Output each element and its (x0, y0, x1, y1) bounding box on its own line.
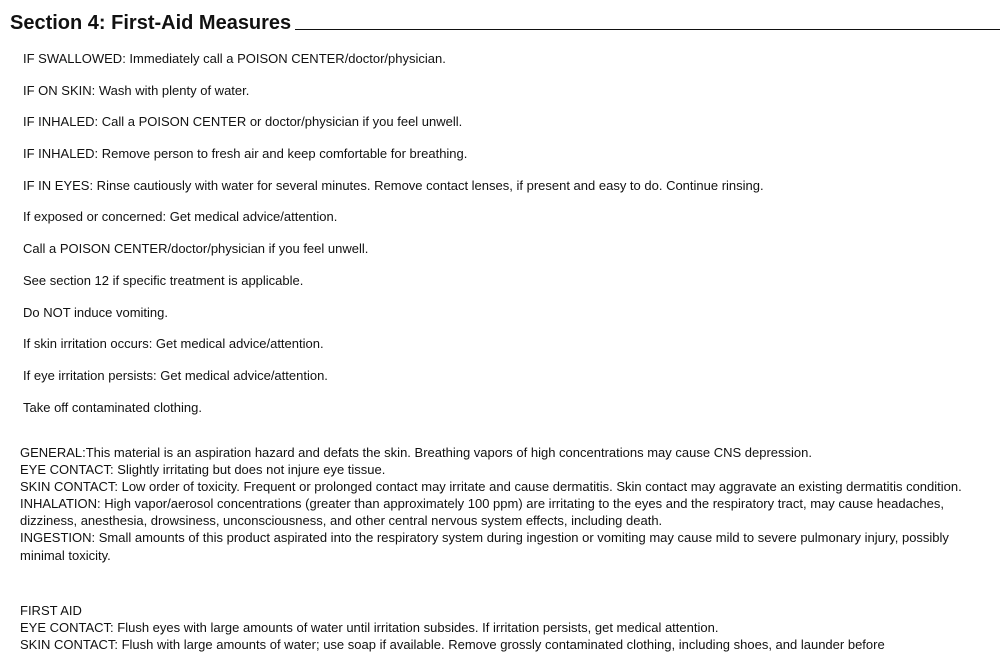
statement-item: If exposed or concerned: Get medical advice/attention. (23, 209, 338, 225)
effects-general: GENERAL:This material is an aspiration hazard and defats the skin. Breathing vapors of high concentrations may cause CNS depression. (20, 445, 812, 460)
first-aid-heading: FIRST AID (20, 603, 82, 618)
health-effects-block (20, 444, 985, 564)
effects-inhalation: INHALATION: High vapor/aerosol concentrations (greater than approximately 100 ppm) are irritating to the eyes and the respiratory tract, may cause headaches, dizziness, anesthesia, drowsiness, unconsciousness, and other central nervous system effects, including death. (20, 496, 944, 529)
section-header (10, 7, 1000, 35)
precautionary-statements-list (23, 51, 764, 431)
statement-item: Take off contaminated clothing. (23, 399, 202, 415)
effects-eye-contact: EYE CONTACT: Slightly irritating but does not injure eye tissue. (20, 462, 386, 478)
statement-item: IF SWALLOWED: Immediately call a POISON CENTER/doctor/physician. (23, 51, 446, 66)
section-title-rule (295, 29, 1000, 30)
section-title: Section 4: First-Aid Measures (10, 12, 292, 34)
statement-item: If skin irritation occurs: Get medical advice/attention. (23, 336, 324, 352)
effects-skin-contact: SKIN CONTACT: Low order of toxicity. Frequent or prolonged contact may irritate and cause dermatitis. Skin contact may aggravate an existing dermatitis condition. (20, 479, 962, 495)
effects-ingestion: INGESTION: Small amounts of this product aspirated into the respiratory system during ingestion or vomiting may cause mild to severe pulmonary injury, possibly minimal toxicity. (20, 530, 949, 563)
statement-item: IF INHALED: Remove person to fresh air and keep comfortable for breathing. (23, 146, 468, 162)
first-aid-eye-contact: EYE CONTACT: Flush eyes with large amounts of water until irritation subsides. If irritation persists, get medical attention. (20, 620, 719, 636)
statement-item: IF ON SKIN: Wash with plenty of water. (23, 82, 250, 98)
first-aid-skin-contact: SKIN CONTACT: Flush with large amounts of water; use soap if available. Remove grossly contaminated clothing, including shoes, and launder before (20, 637, 885, 653)
statement-item: Do NOT induce vomiting. (23, 304, 168, 320)
statement-item: See section 12 if specific treatment is applicable. (23, 272, 304, 288)
statement-item: IF INHALED: Call a POISON CENTER or doctor/physician if you feel unwell. (23, 114, 463, 130)
statement-item: IF IN EYES: Rinse cautiously with water for several minutes. Remove contact lenses, if present and easy to do. Continue rinsing. (23, 177, 764, 193)
statement-item: Call a POISON CENTER/doctor/physician if you feel unwell. (23, 241, 369, 257)
first-aid-block (20, 602, 985, 653)
statement-item: If eye irritation persists: Get medical advice/attention. (23, 367, 328, 383)
